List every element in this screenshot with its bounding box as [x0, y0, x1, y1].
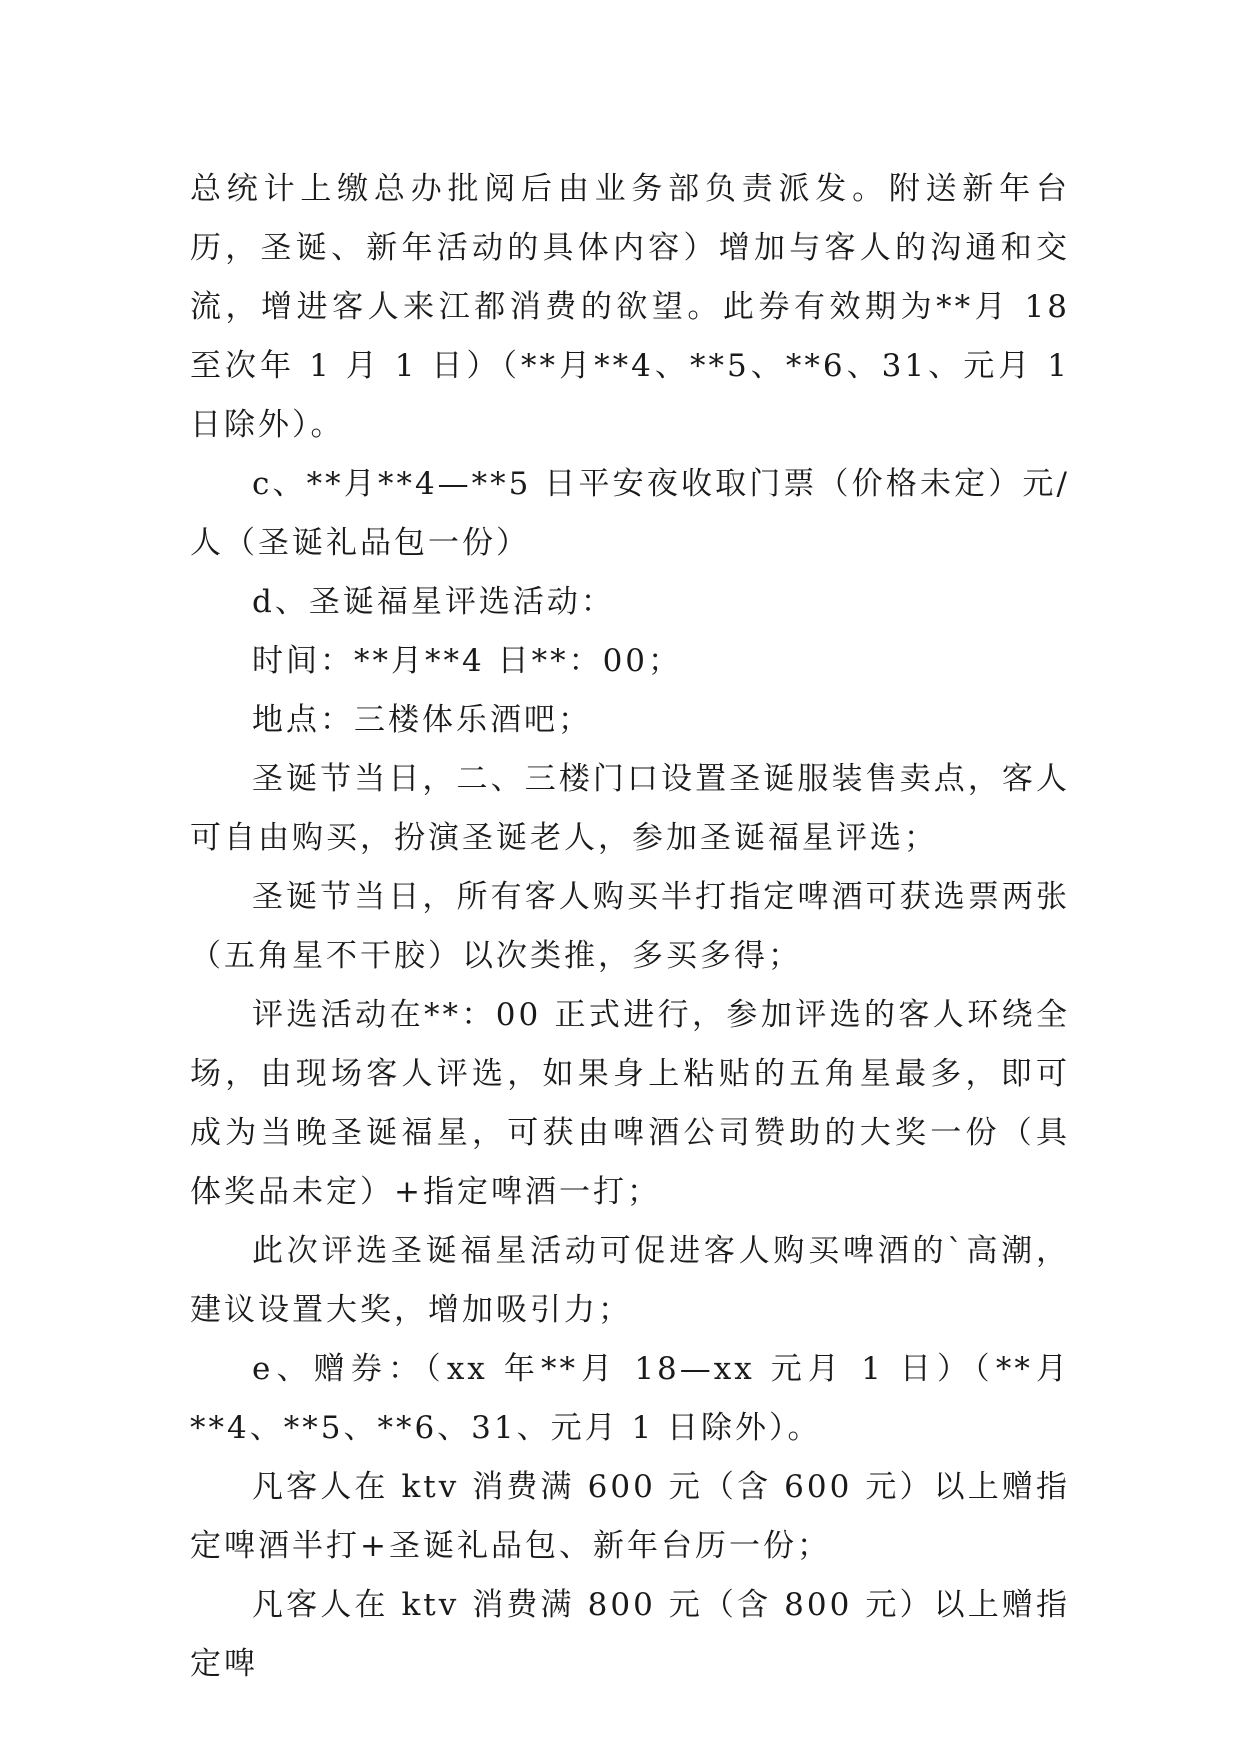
paragraph-4: 时间：**月**4 日**：00；	[252, 643, 683, 679]
document-page	[190, 160, 1070, 1694]
paragraph-1: 总统计上缴总办批阅后由业务部负责派发。附送新年台历，圣诞、新年活动的具体内容）增加与客人的沟通和交流，增进客人来江都消费的欲望。此券有效期为**月 18 至次年 1 月 1 日）（**月**4、**5、**6、31、元月 1 日除外）。	[190, 171, 1070, 443]
paragraph-11: 凡客人在 ktv 消费满 600 元（含 600 元）以上赠指定啤酒半打+圣诞礼品包、新年台历一份；	[190, 1469, 1070, 1564]
paragraph-10: e、赠券：（xx 年**月 18—xx 元月 1 日）（**月**4、**5、**6、31、元月 1 日除外）。	[190, 1351, 1070, 1446]
paragraph-9: 此次评选圣诞福星活动可促进客人购买啤酒的`高潮，建议设置大奖，增加吸引力；	[190, 1233, 1070, 1328]
paragraph-2: c、**月**4—**5 日平安夜收取门票（价格未定）元/人（圣诞礼品包一份）	[190, 466, 1070, 561]
paragraph-12: 凡客人在 ktv 消费满 800 元（含 800 元）以上赠指定啤	[190, 1587, 1070, 1682]
paragraph-7: 圣诞节当日，所有客人购买半打指定啤酒可获选票两张（五角星不干胶）以次类推，多买多得；	[190, 879, 1070, 974]
paragraph-3: d、圣诞福星评选活动：	[252, 584, 615, 620]
paragraph-5: 地点：三楼体乐酒吧；	[252, 702, 592, 738]
paragraph-6: 圣诞节当日，二、三楼门口设置圣诞服装售卖点，客人可自由购买，扮演圣诞老人，参加圣诞福星评选；	[190, 761, 1070, 856]
paragraph-8: 评选活动在**：00 正式进行，参加评选的客人环绕全场，由现场客人评选，如果身上粘贴的五角星最多，即可成为当晚圣诞福星，可获由啤酒公司赞助的大奖一份（具体奖品未定）+指定啤酒一打；	[190, 997, 1070, 1210]
